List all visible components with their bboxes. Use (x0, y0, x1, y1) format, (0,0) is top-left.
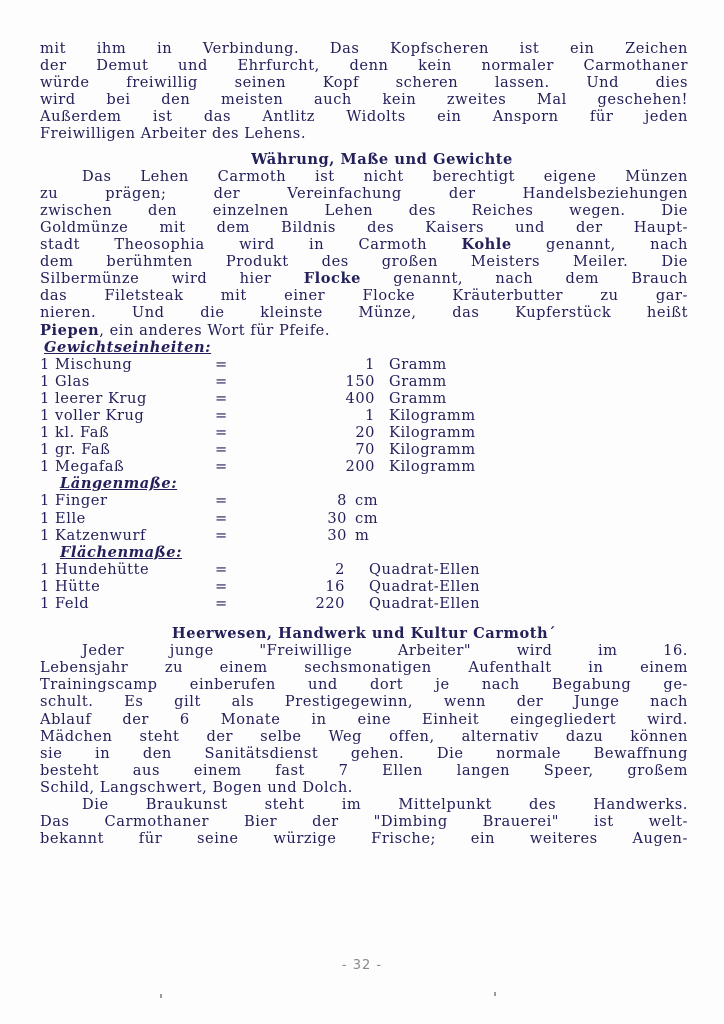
scan-speck (160, 994, 162, 998)
weights-subheading: Gewichtseinheiten: (44, 338, 212, 356)
paragraph-line: Lebensjahr zu einem sechsmonatigen Aufenthalt in einem (40, 659, 688, 677)
paragraph-line: Das Lehen Carmoth ist nicht berechtigt eigene Münzen (82, 167, 688, 185)
paragraph-line (40, 270, 688, 287)
intro-line: Außerdem ist das Antlitz Widolts ein Ansporn für jeden (40, 108, 688, 126)
paragraph-line: Schild, Langschwert, Bogen und Dolch. (40, 778, 353, 796)
unit-row (40, 578, 569, 595)
lengths-subheading: Längenmaße: (60, 475, 178, 493)
unit-name: 1 Glas (40, 372, 90, 390)
paragraph-line: das Filetsteak mit einer Flocke Kräuterbutter zu gar- (40, 287, 688, 305)
unit-name: 1 Hundehütte (40, 560, 150, 578)
paragraph-line: zwischen den einzelnen Lehen des Reiches wegen. Die (40, 201, 688, 219)
equals-sign: = (215, 389, 228, 407)
scan-speck (494, 992, 496, 996)
unit-row (40, 510, 555, 527)
unit-row (40, 458, 589, 475)
unit-name: 1 Katzenwurf (40, 526, 146, 544)
unit-row (40, 373, 589, 390)
equals-sign: = (215, 424, 228, 442)
equals-sign: = (215, 406, 228, 424)
unit-value: 30 (327, 509, 347, 527)
paragraph-line: bekannt für seine würzige Frische; ein weiteres Augen- (40, 830, 688, 848)
unit-value: 20 (355, 424, 375, 442)
unit-value: 8 (337, 492, 347, 510)
unit-value: 70 (355, 441, 375, 459)
paragraph-line: schult. Es gilt als Prestigegewinn, wenn der Junge nach (40, 693, 688, 711)
paragraph-line: Die Braukunst steht im Mittelpunkt des Handwerks. (82, 796, 688, 814)
unit-measure: Kilogramm (389, 441, 476, 459)
section-heading-currency: Währung, Maße und Gewichte (251, 150, 513, 168)
equals-sign: = (215, 560, 228, 578)
unit-row (40, 492, 555, 509)
unit-measure: Gramm (389, 372, 447, 390)
equals-sign: = (215, 372, 228, 390)
paragraph-text: genannt, nach dem Brauch (361, 270, 688, 288)
coin-name-flocke: Flocke (303, 270, 361, 288)
unit-measure: Kilogramm (389, 458, 476, 476)
unit-row (40, 527, 555, 544)
unit-row (40, 595, 569, 612)
paragraph-line: Trainingscamp einberufen und dort je nach Begabung ge- (40, 676, 688, 694)
equals-sign: = (215, 509, 228, 527)
paragraph-text: Silbermünze wird hier (40, 270, 304, 288)
equals-sign: = (215, 458, 228, 476)
unit-measure: Quadrat-Ellen (369, 560, 481, 578)
paragraph-text: genannt, nach (511, 236, 688, 254)
unit-value: 1 (365, 406, 375, 424)
paragraph-line (40, 236, 688, 253)
paragraph-line: sie in den Sanitätsdienst gehen. Die normale Bewaffnung (40, 744, 688, 762)
paragraph-text: , ein anderes Wort für Pfeife. (99, 321, 331, 339)
unit-row (40, 390, 589, 407)
unit-value: 16 (325, 577, 345, 595)
section-heading-military: Heerwesen, Handwerk und Kultur Carmoth´ (171, 625, 557, 643)
intro-line: mit ihm in Verbindung. Das Kopfscheren ist ein Zeichen (40, 40, 688, 57)
paragraph-line: Goldmünze mit dem Bildnis des Kaisers und der Haupt- (40, 218, 688, 236)
unit-measure: Gramm (389, 389, 447, 407)
unit-value: 400 (345, 389, 375, 407)
unit-value: 200 (345, 458, 375, 476)
equals-sign: = (215, 355, 228, 373)
unit-measure: Kilogramm (389, 424, 476, 442)
unit-row (40, 441, 589, 458)
unit-name: 1 Megafaß (40, 458, 125, 476)
equals-sign: = (215, 441, 228, 459)
unit-value: 30 (327, 526, 347, 544)
unit-name: 1 Feld (40, 595, 90, 612)
paragraph-line: zu prägen; der Vereinfachung der Handelsbeziehungen (40, 184, 688, 202)
unit-row (40, 407, 589, 424)
paragraph-line: Mädchen steht der selbe Weg offen, alternativ dazu können (40, 727, 688, 745)
page-number: - 32 - (341, 958, 383, 973)
coin-name-piepen: Piepen (40, 321, 100, 339)
unit-name: 1 Hütte (40, 577, 101, 595)
equals-sign: = (215, 492, 228, 510)
unit-name: 1 leerer Krug (40, 389, 147, 407)
paragraph-line: nieren. Und die kleinste Münze, das Kupferstück heißt (40, 304, 688, 322)
intro-line: der Demut und Ehrfurcht, denn kein normaler Carmothaner (40, 57, 688, 75)
coin-name-kohle: Kohle (461, 236, 512, 254)
intro-line: wird bei den meisten auch kein zweites Mal geschehen! (40, 91, 688, 109)
unit-row (40, 561, 569, 578)
areas-subheading: Flächenmaße: (60, 543, 183, 561)
unit-value: 2 (335, 560, 345, 578)
equals-sign: = (215, 577, 228, 595)
unit-name: 1 kl. Faß (40, 424, 110, 442)
unit-measure: Gramm (389, 355, 447, 373)
page-body (40, 40, 688, 847)
unit-name: 1 Mischung (40, 355, 133, 373)
unit-name: 1 Elle (40, 509, 86, 527)
areas-table (40, 561, 569, 612)
weights-table (40, 356, 589, 476)
unit-measure: Quadrat-Ellen (369, 577, 481, 595)
unit-value: 150 (345, 372, 375, 390)
unit-measure: m (355, 526, 370, 544)
unit-name: 1 gr. Faß (40, 441, 111, 459)
paragraph-line: besteht aus einem fast 7 Ellen langen Speer, großem (40, 761, 688, 779)
paragraph-line: Das Carmothaner Bier der "Dimbing Brauerei" ist welt- (40, 813, 688, 831)
equals-sign: = (215, 526, 228, 544)
paragraph-line: dem berühmten Produkt des großen Meisters Meiler. Die (40, 253, 688, 271)
paragraph-line: Ablauf der 6 Monate in eine Einheit eingegliedert wird. (40, 710, 688, 728)
unit-row (40, 424, 589, 441)
unit-measure: Quadrat-Ellen (369, 595, 481, 612)
unit-row (40, 356, 589, 373)
unit-measure: cm (355, 509, 379, 527)
intro-line: würde freiwillig seinen Kopf scheren lassen. Und dies (40, 74, 688, 92)
unit-name: 1 Finger (40, 492, 108, 510)
paragraph-line (40, 322, 688, 339)
equals-sign: = (215, 595, 228, 612)
paragraph-line: Jeder junge "Freiwillige Arbeiter" wird im 16. (82, 642, 688, 660)
unit-measure: Kilogramm (389, 406, 476, 424)
paragraph-text: stadt Theosophia wird in Carmoth (40, 236, 462, 254)
intro-line: Freiwilligen Arbeiter des Lehens. (40, 125, 307, 143)
unit-value: 220 (315, 595, 345, 612)
unit-value: 1 (365, 355, 375, 373)
unit-name: 1 voller Krug (40, 406, 145, 424)
lengths-table (40, 492, 555, 543)
unit-measure: cm (355, 492, 379, 510)
